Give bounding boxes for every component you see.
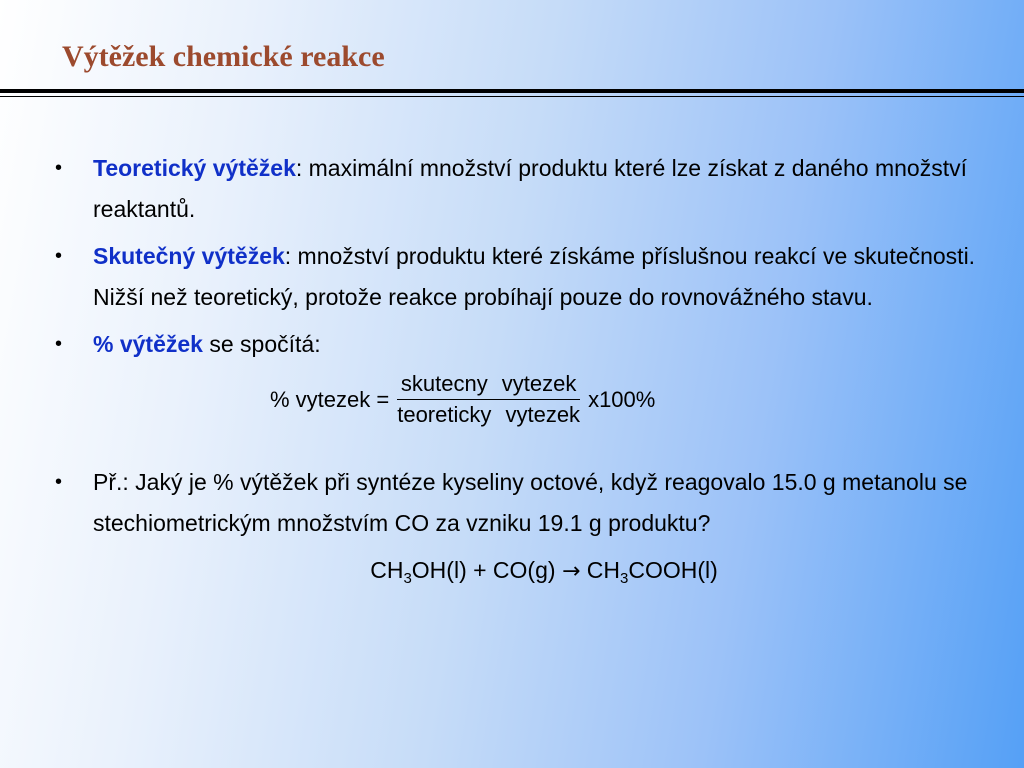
eq-product-a: CH [586, 557, 620, 583]
bullet-description: se spočítá: [202, 331, 321, 357]
eq-reactant-sub: 3 [403, 570, 412, 587]
bullet-term: Skutečný výtěžek [93, 243, 285, 269]
eq-product-sub: 3 [620, 570, 629, 587]
bullet-item-example [55, 462, 995, 544]
bullet-term: Teoretický výtěžek [93, 155, 296, 181]
bullet-item [55, 236, 995, 318]
title-rule-thick [0, 89, 1024, 93]
bullet-description: : množství produktu které získáme příslušnou reakcí ve skutečnosti. Nižší než teoretický, protože reakce probíhají pouze do rovnovážného stavu. [93, 243, 976, 310]
bullet-item [55, 148, 995, 230]
formula-lhs: % vytezek = [270, 386, 390, 412]
eq-reactant-b: OH(l) + CO(g) [411, 557, 556, 583]
formula-denominator: teoreticky vytezek [397, 402, 581, 427]
yield-formula [270, 371, 995, 428]
bullet-text [93, 324, 995, 365]
bullet-dot: • [55, 245, 63, 267]
bullet-text [93, 236, 995, 318]
formula-fraction [393, 371, 584, 428]
chemical-equation [93, 550, 995, 599]
bullet-text [93, 148, 995, 230]
bullet-term: % výtěžek [93, 331, 203, 357]
bullet-item [55, 324, 995, 365]
bullet-dot: • [55, 157, 63, 179]
formula-numerator: skutecny vytezek [397, 371, 581, 400]
title-rule-thin [0, 96, 1024, 97]
slide-title: Výtěžek chemické reakce [62, 40, 385, 73]
example-text: Př.: Jaký je % výtěžek při syntéze kyseliny octové, když reagovalo 15.0 g metanolu se stechiometrickým množstvím CO za vzniku 19.1 g produktu? [93, 469, 968, 536]
arrow-icon: → [561, 559, 581, 584]
bullet-dot: • [55, 471, 63, 493]
eq-reactant-a: CH [370, 557, 404, 583]
bullet-description: : maximální množství produktu které lze získat z daného množství reaktantů. [93, 155, 967, 222]
bullet-dot: • [55, 333, 63, 355]
slide-content [55, 148, 995, 599]
formula-suffix: x100% [588, 386, 656, 412]
eq-product-b: COOH(l) [628, 557, 718, 583]
